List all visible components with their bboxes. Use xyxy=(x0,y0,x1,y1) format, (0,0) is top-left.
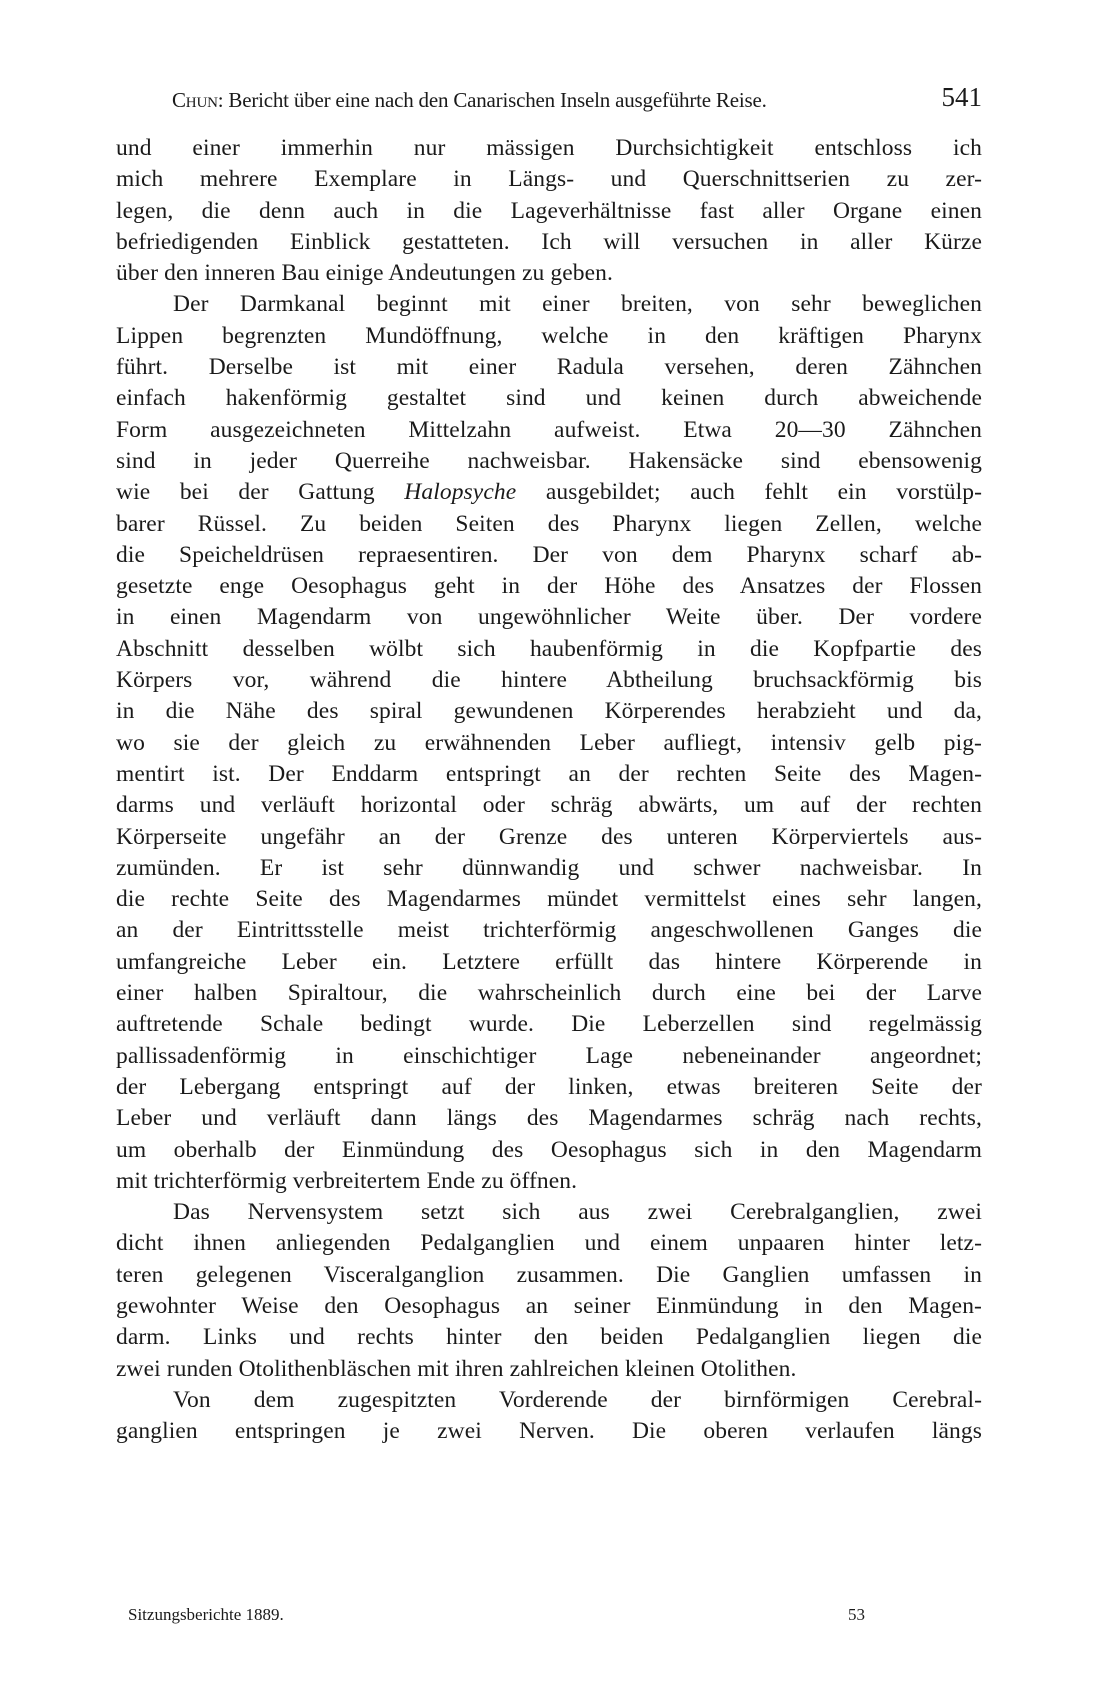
text-line: einfach hakenförmig gestaltet sind und keinen durch abweichende xyxy=(116,385,982,412)
text-line: barer Rüssel. Zu beiden Seiten des Pharynx liegen Zellen, welche xyxy=(116,510,982,537)
text-line: Abschnitt desselben wölbt sich haubenförmig in die Kopfpartie des xyxy=(116,635,982,662)
text-line: umfangreiche Leber ein. Letztere erfüllt das hintere Körperende in xyxy=(116,948,982,975)
genus-name: Halopsyche xyxy=(404,479,517,506)
text-segment: ausgebildet; auch fehlt ein vorstülp- xyxy=(516,479,982,506)
page-number: 541 xyxy=(941,82,982,112)
text-line: zumünden. Er ist sehr dünnwandig und schwer nachweisbar. In xyxy=(116,854,982,881)
text-line: dicht ihnen anliegenden Pedalganglien und einem unpaaren hinter letz- xyxy=(116,1230,982,1257)
text-line: wo sie der gleich zu erwähnenden Leber aufliegt, intensiv gelb pig- xyxy=(116,729,982,756)
text-line: pallissadenförmig in einschichtiger Lage nebeneinander angeordnet; xyxy=(116,1042,982,1069)
text-line: gewohnter Weise den Oesophagus an seiner Einmündung in den Magen- xyxy=(116,1292,982,1319)
text-line: gesetzte enge Oesophagus geht in der Höhe des Ansatzes der Flossen xyxy=(116,573,982,600)
text-line: sind in jeder Querreihe nachweisbar. Hakensäcke sind ebensowenig xyxy=(116,447,982,474)
text-line: Von dem zugespitzten Vorderende der birnförmigen Cerebral- xyxy=(173,1386,982,1413)
text-line: in einen Magendarm von ungewöhnlicher Weite über. Der vordere xyxy=(116,604,982,631)
text-line: an der Eintrittsstelle meist trichterförmig angeschwollenen Ganges die xyxy=(116,917,982,944)
running-head-title: Chun: Bericht über eine nach den Canarischen Inseln ausgeführte Reise. xyxy=(172,88,767,112)
text-line: Das Nervensystem setzt sich aus zwei Cerebralganglien, zwei xyxy=(173,1199,982,1226)
running-head xyxy=(172,82,982,116)
text-line: die rechte Seite des Magendarmes mündet vermittelst eines sehr langen, xyxy=(116,886,982,913)
text-line: darm. Links und rechts hinter den beiden Pedalganglien liegen die xyxy=(116,1324,982,1351)
text-line: darms und verläuft horizontal oder schräg abwärts, um auf der rechten xyxy=(116,792,982,819)
text-line: legen, die denn auch in die Lageverhältnisse fast aller Organe einen xyxy=(116,197,982,224)
text-line: Körpers vor, während die hintere Abtheilung bruchsackförmig bis xyxy=(116,667,982,694)
text-line: teren gelegenen Visceralganglion zusammen. Die Ganglien umfassen in xyxy=(116,1261,982,1288)
text-line: ganglien entspringen je zwei Nerven. Die oberen verlaufen längs xyxy=(116,1418,982,1445)
text-line: auftretende Schale bedingt wurde. Die Leberzellen sind regelmässig xyxy=(116,1011,982,1038)
text-line: mit trichterförmig verbreitertem Ende zu öffnen. xyxy=(116,1167,578,1194)
text-line: Form ausgezeichneten Mittelzahn aufweist. Etwa 20—30 Zähnchen xyxy=(116,416,982,443)
text-line: der Lebergang entspringt auf der linken, etwas breiteren Seite der xyxy=(116,1073,982,1100)
text-line: Der Darmkanal beginnt mit einer breiten, von sehr beweglichen xyxy=(173,291,982,318)
text-segment: wie bei der Gattung xyxy=(116,479,405,506)
text-line: zwei runden Otolithenbläschen mit ihren zahlreichen kleinen Otolithen. xyxy=(116,1355,797,1382)
text-line: die Speicheldrüsen repraesentiren. Der von dem Pharynx scharf ab- xyxy=(116,541,982,568)
text-line: um oberhalb der Einmündung des Oesophagus sich in den Magendarm xyxy=(116,1136,982,1163)
article-title: Bericht über eine nach den Canarischen Inseln ausgeführte Reise. xyxy=(228,88,767,112)
text-line: einer halben Spiraltour, die wahrscheinlich durch eine bei der Larve xyxy=(116,980,982,1007)
text-line: mentirt ist. Der Enddarm entspringt an der rechten Seite des Magen- xyxy=(116,760,982,787)
text-line xyxy=(116,477,982,508)
footer-signature-number: 53 xyxy=(848,1605,865,1624)
text-line: in die Nähe des spiral gewundenen Körperendes herabzieht und da, xyxy=(116,698,982,725)
footer-signature: Sitzungsberichte 1889. xyxy=(128,1605,284,1624)
text-line: Lippen begrenzten Mundöffnung, welche in den kräftigen Pharynx xyxy=(116,322,982,349)
text-line: befriedigenden Einblick gestatteten. Ich will versuchen in aller Kürze xyxy=(116,228,982,255)
text-line: Körperseite ungefähr an der Grenze des unteren Körperviertels aus- xyxy=(116,823,982,850)
text-line: über den inneren Bau einige Andeutungen zu geben. xyxy=(116,260,613,287)
body-text xyxy=(116,133,982,1447)
text-line: mich mehrere Exemplare in Längs- und Querschnittserien zu zer- xyxy=(116,166,982,193)
text-line: Leber und verläuft dann längs des Magendarmes schräg nach rechts, xyxy=(116,1105,982,1132)
author-name: Chun xyxy=(172,88,218,112)
text-line: und einer immerhin nur mässigen Durchsichtigkeit entschloss ich xyxy=(116,135,982,161)
text-line: führt. Derselbe ist mit einer Radula versehen, deren Zähnchen xyxy=(116,354,982,381)
